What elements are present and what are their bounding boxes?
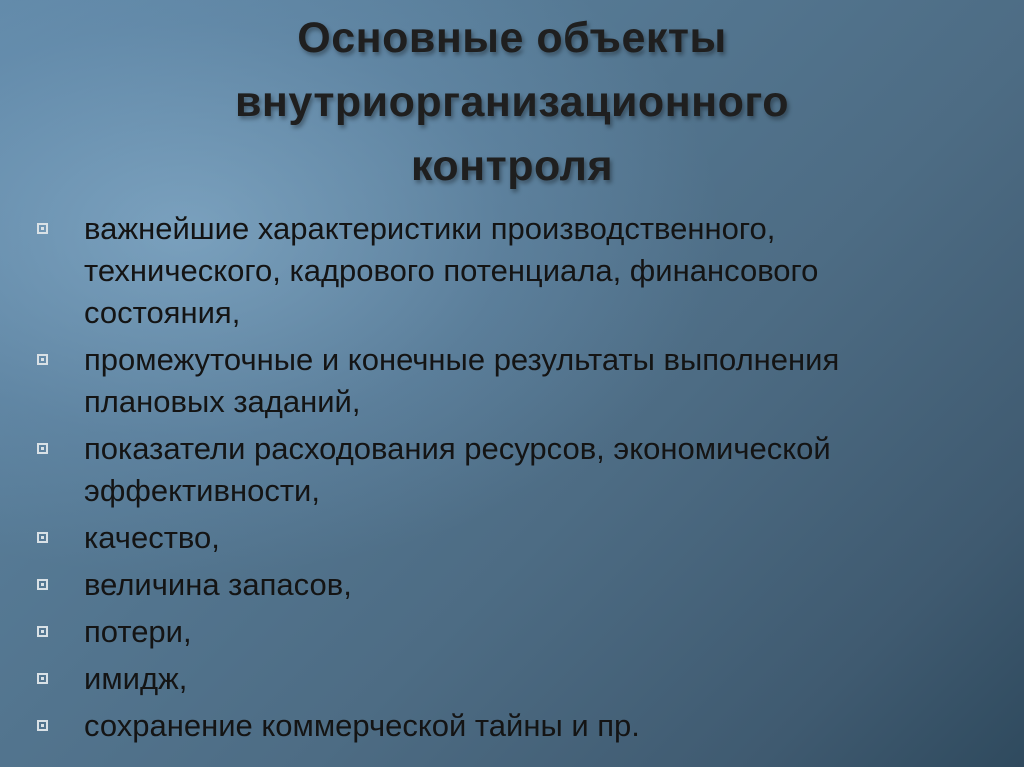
list-item-line: показатели расходования ресурсов, экономической [84,431,831,466]
slide-title-line-3: контроля [410,142,614,190]
square-bullet-icon [37,673,48,684]
list-item [36,517,1006,559]
list-item [36,658,1006,700]
list-item-line: состояния, [84,295,241,330]
list-item-line: эффективности, [84,473,320,508]
list-item-line: промежуточные и конечные результаты выполнения [84,342,840,377]
list-item-line: потери, [84,614,192,649]
list-item [36,339,1006,423]
bullet-list [36,208,1006,752]
square-bullet-icon [37,354,48,365]
list-item-line: качество, [84,520,220,555]
square-bullet-icon [37,532,48,543]
list-item [36,564,1006,606]
list-item [36,208,1006,334]
square-bullet-icon [37,443,48,454]
list-item-line: плановых заданий, [84,384,361,419]
square-bullet-icon [37,223,48,234]
list-item-line: сохранение коммерческой тайны и пр. [84,708,640,743]
list-item [36,611,1006,653]
slide-title [0,6,1024,198]
list-item-line: величина запасов, [84,567,352,602]
list-item [36,428,1006,512]
list-item-line: технического, кадрового потенциала, финансового [84,253,819,288]
square-bullet-icon [37,579,48,590]
slide-title-line-2: внутриорганизационного [234,78,790,126]
square-bullet-icon [37,626,48,637]
list-item-line: имидж, [84,661,188,696]
square-bullet-icon [37,720,48,731]
list-item [36,705,1006,747]
slide-title-line-1: Основные объекты [297,14,727,62]
list-item-line: важнейшие характеристики производственного, [84,211,776,246]
